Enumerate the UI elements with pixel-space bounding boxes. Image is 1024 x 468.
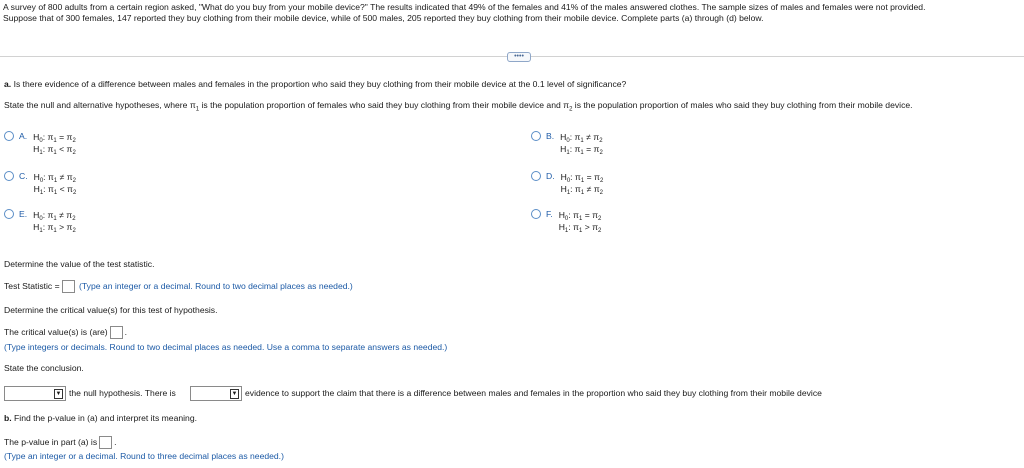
hypotheses-instruction (4, 100, 913, 113)
option-d[interactable] (531, 171, 603, 195)
critical-value-prompt: Determine the critical value(s) for this test of hypothesis. (4, 305, 218, 315)
instruction-part-1: State the null and alternative hypotheses, where π (4, 100, 196, 110)
hypothesis-pair (559, 209, 602, 233)
part-a-label: a. (4, 79, 12, 89)
alternative-hypothesis: $H_1$: $\pi_1 > \pi_2$ (558, 222, 602, 234)
chevron-down-icon: ▼ (55, 391, 62, 397)
option-e[interactable] (4, 209, 76, 233)
radio-button[interactable] (531, 171, 541, 181)
problem-intro (3, 2, 925, 23)
conclusion-mid-text: the null hypothesis. There is (69, 388, 176, 398)
null-hypothesis: $H_0$: $\pi_1 = \pi_2$ (33, 132, 76, 144)
conclusion-end-text: evidence to support the claim that there is a difference between males and females in the proportion who said they buy clothing from their mobile device (245, 388, 822, 398)
alternative-hypothesis: $H_1$: $\pi_1 = \pi_2$ (560, 144, 603, 156)
test-statistic-label: Test Statistic = (4, 280, 60, 291)
pi-subscript-2: 2 (569, 106, 573, 113)
alternative-hypothesis: $H_1$: $\pi_1 < \pi_2$ (33, 144, 76, 156)
part-b-question (4, 413, 197, 423)
option-a[interactable] (4, 131, 76, 155)
chevron-down-icon: ▼ (231, 391, 238, 397)
option-letter: C. (19, 171, 28, 181)
part-b-question-text: Find the p-value in (a) and interpret its meaning. (14, 413, 197, 423)
reject-decision-dropdown[interactable] (4, 386, 66, 401)
hypothesis-pair (33, 209, 76, 233)
option-c[interactable] (4, 171, 76, 195)
null-hypothesis: $H_0$: $\pi_1 \ne \pi_2$ (33, 210, 76, 222)
intro-line-1: A survey of 800 adults from a certain region asked, "What do you buy from your mobile device?" The results indicated that 49% of the females and 41% of the males answered clothes. The sample sizes of males and females were not provided. (3, 2, 926, 12)
null-hypothesis: $H_0$: $\pi_1 \ne \pi_2$ (560, 132, 603, 144)
alternative-hypothesis: $H_1$: $\pi_1 < \pi_2$ (33, 184, 77, 196)
test-statistic-input[interactable] (62, 280, 75, 293)
null-hypothesis: $H_0$: $\pi_1 = \pi_2$ (560, 172, 604, 184)
critical-value-label: The critical value(s) is (are) (4, 326, 108, 337)
option-letter: A. (19, 131, 28, 141)
pvalue-hint: (Type an integer or a decimal. Round to three decimal places as needed.) (4, 451, 284, 461)
pvalue-row: The p-value in part (a) is . (4, 436, 117, 449)
radio-button[interactable] (531, 209, 541, 219)
hypothesis-pair (33, 131, 76, 155)
test-statistic-row (4, 280, 353, 293)
hypothesis-pair (561, 171, 604, 195)
critical-value-row: The critical value(s) is (are) . (4, 326, 127, 339)
alternative-hypothesis: $H_1$: $\pi_1 > \pi_2$ (33, 222, 76, 234)
show-more-button[interactable]: •••• (507, 52, 531, 62)
pvalue-input[interactable] (99, 436, 112, 449)
evidence-level-dropdown[interactable] (190, 386, 242, 401)
alternative-hypothesis: $H_1$: $\pi_1 \ne \pi_2$ (560, 184, 603, 196)
critical-value-hint: (Type integers or decimals. Round to two decimal places as needed. Use a comma to separate answers as needed.) (4, 342, 448, 352)
instruction-part-3: is the population proportion of males who said they buy clothing from their mobile device. (572, 100, 913, 110)
pi-subscript-1: 1 (195, 106, 200, 113)
instruction-part-2: is the population proportion of females who said they buy clothing from their mobile device and π (199, 100, 570, 110)
option-letter: F. (546, 209, 553, 219)
option-letter: D. (546, 171, 555, 181)
radio-button[interactable] (4, 209, 14, 219)
hypothesis-pair (560, 131, 603, 155)
part-a-question (4, 79, 626, 89)
radio-button[interactable] (531, 131, 541, 141)
pvalue-label: The p-value in part (a) is (4, 436, 98, 447)
option-letter: B. (546, 131, 555, 141)
option-b[interactable] (531, 131, 603, 155)
hypothesis-pair (34, 171, 77, 195)
part-a-question-text: Is there evidence of a difference between males and females in the proportion who said they buy clothing from their mobile device at the 0.1 level of significance? (13, 79, 627, 89)
null-hypothesis: $H_0$: $\pi_1 \ne \pi_2$ (33, 172, 76, 184)
radio-button[interactable] (4, 131, 14, 141)
conclusion-prompt: State the conclusion. (4, 363, 84, 373)
radio-button[interactable] (4, 171, 14, 181)
test-statistic-hint: (Type an integer or a decimal. Round to two decimal places as needed.) (79, 280, 353, 291)
null-hypothesis: $H_0$: $\pi_1 = \pi_2$ (558, 210, 602, 222)
intro-line-2: Suppose that of 300 females, 147 reported they buy clothing from their mobile device, while of 500 males, 205 reported they buy clothing from their mobile device. Complete parts (a) through (d) below. (3, 12, 764, 23)
test-statistic-prompt: Determine the value of the test statistic. (4, 259, 155, 269)
part-b-label: b. (4, 413, 12, 423)
option-f[interactable] (531, 209, 601, 233)
critical-value-input[interactable] (110, 326, 123, 339)
option-letter: E. (19, 209, 28, 219)
